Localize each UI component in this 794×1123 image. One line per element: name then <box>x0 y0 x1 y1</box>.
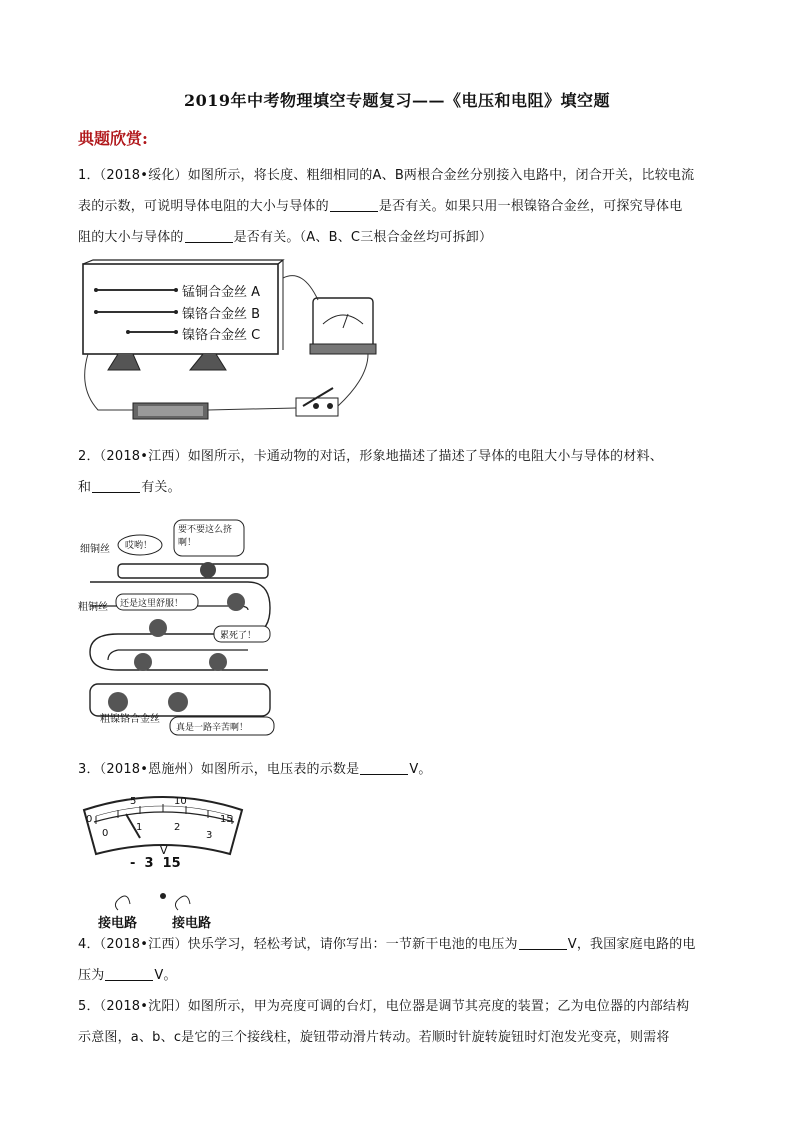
q5-line-1: 5．（2018•沈阳）如图所示，甲为亮度可调的台灯，电位器是调节其亮度的装置；乙为电位器的内部结构 <box>78 999 690 1014</box>
scale-bottom-3: 3 <box>206 830 213 841</box>
wire-label-c: 镍铬合金丝 C <box>182 328 261 343</box>
answer-blank[interactable] <box>519 935 567 950</box>
voltmeter-figure <box>78 792 258 932</box>
question-1 <box>78 160 726 253</box>
page-title: 2019年中考物理填空专题复习——《电压和电阻》填空题 <box>183 91 611 110</box>
question-4 <box>78 929 726 991</box>
q4-line-1: 4．（2018•江西）快乐学习，轻松考试，请你写出：一节新干电池的电压为 V，我国家庭电路的电 <box>78 937 696 952</box>
speech-bubble: 要不要这么挤啊！ <box>178 525 233 548</box>
scale-bottom-1: 1 <box>136 822 143 833</box>
terminal-labels: - 3 15 <box>130 856 181 871</box>
wire-label-a: 锰铜合金丝 A <box>182 285 261 300</box>
q1-circuit-figure <box>78 258 408 428</box>
answer-blank[interactable] <box>185 228 233 243</box>
connect-label-right: 接电路 <box>172 916 212 931</box>
unit-label: V <box>160 844 168 857</box>
speech-bubble: 真是一路辛苦啊！ <box>176 723 249 733</box>
scale-bottom-0: 0 <box>102 828 109 839</box>
q2-line-2: 和 有关。 <box>78 480 181 495</box>
answer-blank[interactable] <box>92 478 140 493</box>
speech-bubble: 累死了！ <box>220 631 257 641</box>
answer-blank[interactable] <box>105 966 153 981</box>
section-heading: 典题欣赏: <box>78 129 148 148</box>
scale-top-0: 0 <box>86 814 93 825</box>
question-2 <box>78 441 726 503</box>
q4-line-2: 压为 V。 <box>78 968 177 983</box>
q2-line-1: 2．（2018•江西）如图所示，卡通动物的对话，形象地描述了描述了导体的电阻大小与导体的材料、 <box>78 449 663 464</box>
label-thin-copper: 细铜丝 <box>80 544 110 555</box>
q1-line-2: 表的示数，可说明导体电阻的大小与导体的 是否有关。如果只用一根镍铬合金丝，可探究导体电 <box>78 199 683 214</box>
q1-line-1: 1．（2018•绥化）如图所示，将长度、粗细相同的A、B两根合金丝分别接入电路中，闭合开关，比较电流 <box>78 168 695 183</box>
scale-top-5: 5 <box>130 796 137 807</box>
wire-label-b: 镍铬合金丝 B <box>182 307 261 322</box>
connect-label-left: 接电路 <box>98 916 138 931</box>
q5-line-2: 示意图，a、b、c是它的三个接线柱，旋钮带动滑片转动。若顺时针旋转旋钮时灯泡发光变亮，则需将 <box>78 1030 670 1045</box>
label-thick-copper: 粗铜丝 <box>78 602 108 613</box>
scale-top-10: 10 <box>174 796 187 807</box>
question-5 <box>78 991 726 1053</box>
scale-bottom-2: 2 <box>174 822 181 833</box>
speech-bubble: 还是这里舒服！ <box>120 599 184 609</box>
speech-bubble: 哎哟！ <box>125 541 153 551</box>
scale-top-15: 15 <box>220 814 233 825</box>
question-3 <box>78 754 726 785</box>
answer-blank[interactable] <box>330 197 378 212</box>
q1-line-3: 阻的大小与导体的 是否有关。（A、B、C三根合金丝均可拆卸） <box>78 230 493 245</box>
q2-cartoon-figure <box>78 512 278 744</box>
q3-line-1: 3．（2018•恩施州）如图所示，电压表的示数是 V。 <box>78 762 432 777</box>
answer-blank[interactable] <box>360 760 408 775</box>
label-thick-nichrome: 粗镍铬合金丝 <box>100 714 160 725</box>
